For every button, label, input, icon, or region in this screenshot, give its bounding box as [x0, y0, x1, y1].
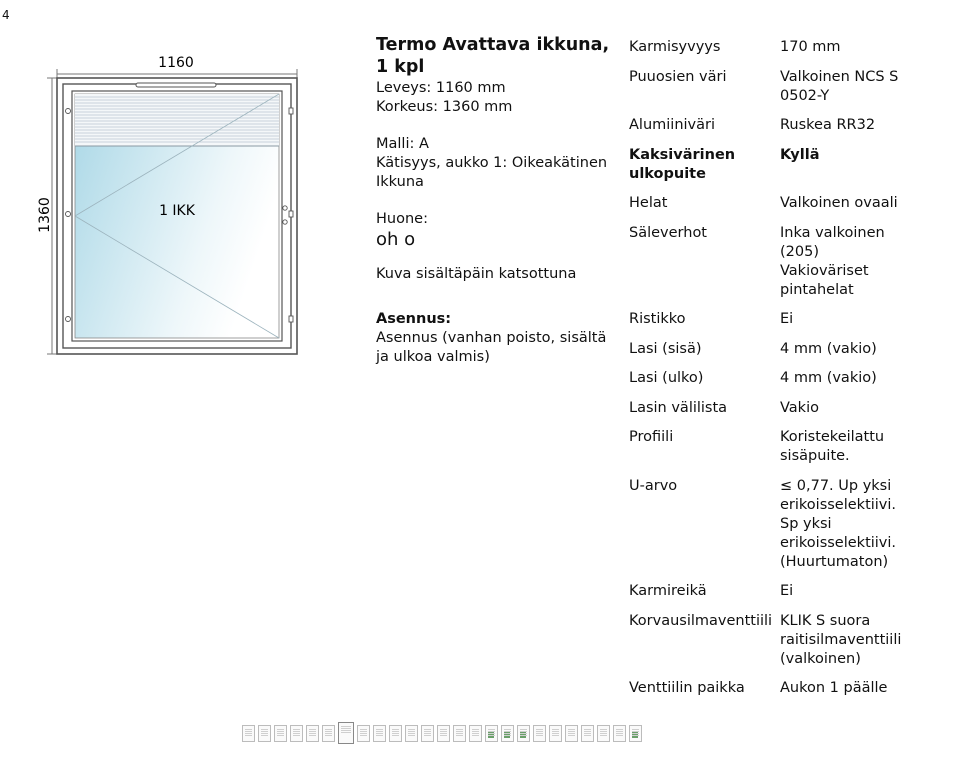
spec-value: Valkoinen ovaali — [780, 195, 898, 211]
page-thumbnail[interactable] — [258, 725, 271, 742]
page-thumbnail[interactable] — [501, 725, 514, 742]
spec-key: Säleverhot — [629, 224, 707, 241]
page-thumbnail[interactable] — [290, 725, 303, 742]
page-thumbnail[interactable] — [613, 725, 626, 742]
page-thumbnail[interactable] — [405, 725, 418, 742]
spec-row — [629, 194, 949, 213]
spec-value: 4 mm (vakio) — [780, 370, 877, 386]
spec-key: Puuosien väri — [629, 68, 727, 85]
spec-key: Korvausilmaventtiili — [629, 612, 773, 629]
spec-row — [629, 679, 949, 698]
spec-value: Valkoinen NCS S 0502-Y — [780, 68, 899, 104]
model-line: Malli: A — [376, 136, 429, 152]
spec-value: ≤ 0,77. Up yksi erikoisselektiivi. Sp yksi erikoisselektiivi. (Huurtumaton) — [780, 477, 897, 570]
spec-key: Alumiiniväri — [629, 117, 715, 133]
room-value: oh o — [376, 229, 416, 250]
spec-row — [629, 612, 949, 669]
handedness-line: Kätisyys, aukko 1: Oikeakätinen Ikkuna — [376, 155, 608, 190]
page-thumbnail[interactable] — [373, 725, 386, 742]
page-thumbnail[interactable] — [469, 725, 482, 742]
page-thumbnail[interactable] — [581, 725, 594, 742]
spec-key: Profiili — [629, 429, 674, 445]
spec-value: Ei — [780, 583, 794, 599]
install-value: Asennus (vanhan poisto, sisältä ja ulkoa valmis) — [376, 330, 607, 365]
spec-table — [629, 38, 949, 709]
page-thumbnail[interactable] — [517, 725, 530, 742]
spec-key: Karmisyvyys — [629, 39, 721, 55]
window-drawing — [30, 50, 310, 370]
page-thumbnail-current[interactable] — [338, 722, 354, 744]
page-thumbnail[interactable] — [242, 725, 255, 742]
spec-row — [629, 224, 949, 300]
page-thumbnail[interactable] — [389, 725, 402, 742]
page-thumbnail[interactable] — [437, 725, 450, 742]
page-thumbnail[interactable] — [549, 725, 562, 742]
spec-key: Helat — [629, 195, 668, 211]
spec-value: Inka valkoinen (205) Vakioväriset pintahelat — [780, 224, 885, 298]
spec-key: Kaksivärinen ulkopuite — [629, 146, 736, 182]
page-thumbnail[interactable] — [485, 725, 498, 742]
product-title: Termo Avattava ikkuna, 1 kpl — [376, 35, 610, 77]
page-thumbnail[interactable] — [306, 725, 319, 742]
spec-key: Lasin välilista — [629, 399, 728, 416]
spec-value: Aukon 1 päälle — [780, 680, 888, 696]
spec-row — [629, 340, 949, 359]
spec-row — [629, 399, 949, 418]
spec-value: 170 mm — [780, 39, 841, 55]
spec-row — [629, 369, 949, 388]
spec-key: Karmireikä — [629, 583, 707, 599]
spec-row — [629, 146, 949, 184]
spec-value: KLIK S suora raitisilmaventtiili (valkoinen) — [780, 612, 902, 667]
spec-row — [629, 116, 949, 135]
width-dimension-label: 1160 — [158, 55, 194, 71]
spec-value: Ruskea RR32 — [780, 117, 876, 133]
page-number: 4 — [2, 8, 10, 22]
spec-value: Vakio — [780, 399, 819, 416]
page-thumbnail[interactable] — [629, 725, 642, 742]
spec-value: Kyllä — [780, 146, 820, 163]
install-label: Asennus: — [376, 311, 452, 327]
spec-row — [629, 582, 949, 601]
width-line: Leveys: 1160 mm — [376, 80, 506, 96]
page-thumbnail[interactable] — [274, 725, 287, 742]
spec-key: Venttiilin paikka — [629, 680, 745, 696]
spec-key: Lasi (sisä) — [629, 340, 702, 357]
height-dimension-label: 1360 — [37, 197, 53, 233]
spec-row — [629, 477, 949, 572]
page-thumbnail[interactable] — [533, 725, 546, 742]
page-thumbnail[interactable] — [322, 725, 335, 742]
page-thumbnail[interactable] — [453, 725, 466, 742]
page-thumbnail[interactable] — [421, 725, 434, 742]
spec-value: Koristekeilattu sisäpuite. — [780, 429, 885, 464]
spec-key: Lasi (ulko) — [629, 370, 704, 386]
room-label: Huone: — [376, 211, 428, 227]
sash-label: 1 IKK — [159, 203, 195, 219]
page-thumbnail[interactable] — [597, 725, 610, 742]
view-note: Kuva sisältäpäin katsottuna — [376, 266, 577, 282]
spec-row — [629, 310, 949, 329]
product-info — [376, 34, 621, 367]
page-thumbnail[interactable] — [357, 725, 370, 742]
spec-row — [629, 428, 949, 466]
page-thumbnail[interactable] — [565, 725, 578, 742]
spec-key: Ristikko — [629, 311, 686, 327]
spec-row — [629, 68, 949, 106]
spec-key: U-arvo — [629, 477, 678, 494]
spec-value: Ei — [780, 311, 794, 327]
spec-row — [629, 38, 949, 57]
spec-value: 4 mm (vakio) — [780, 340, 877, 357]
height-line: Korkeus: 1360 mm — [376, 99, 513, 115]
